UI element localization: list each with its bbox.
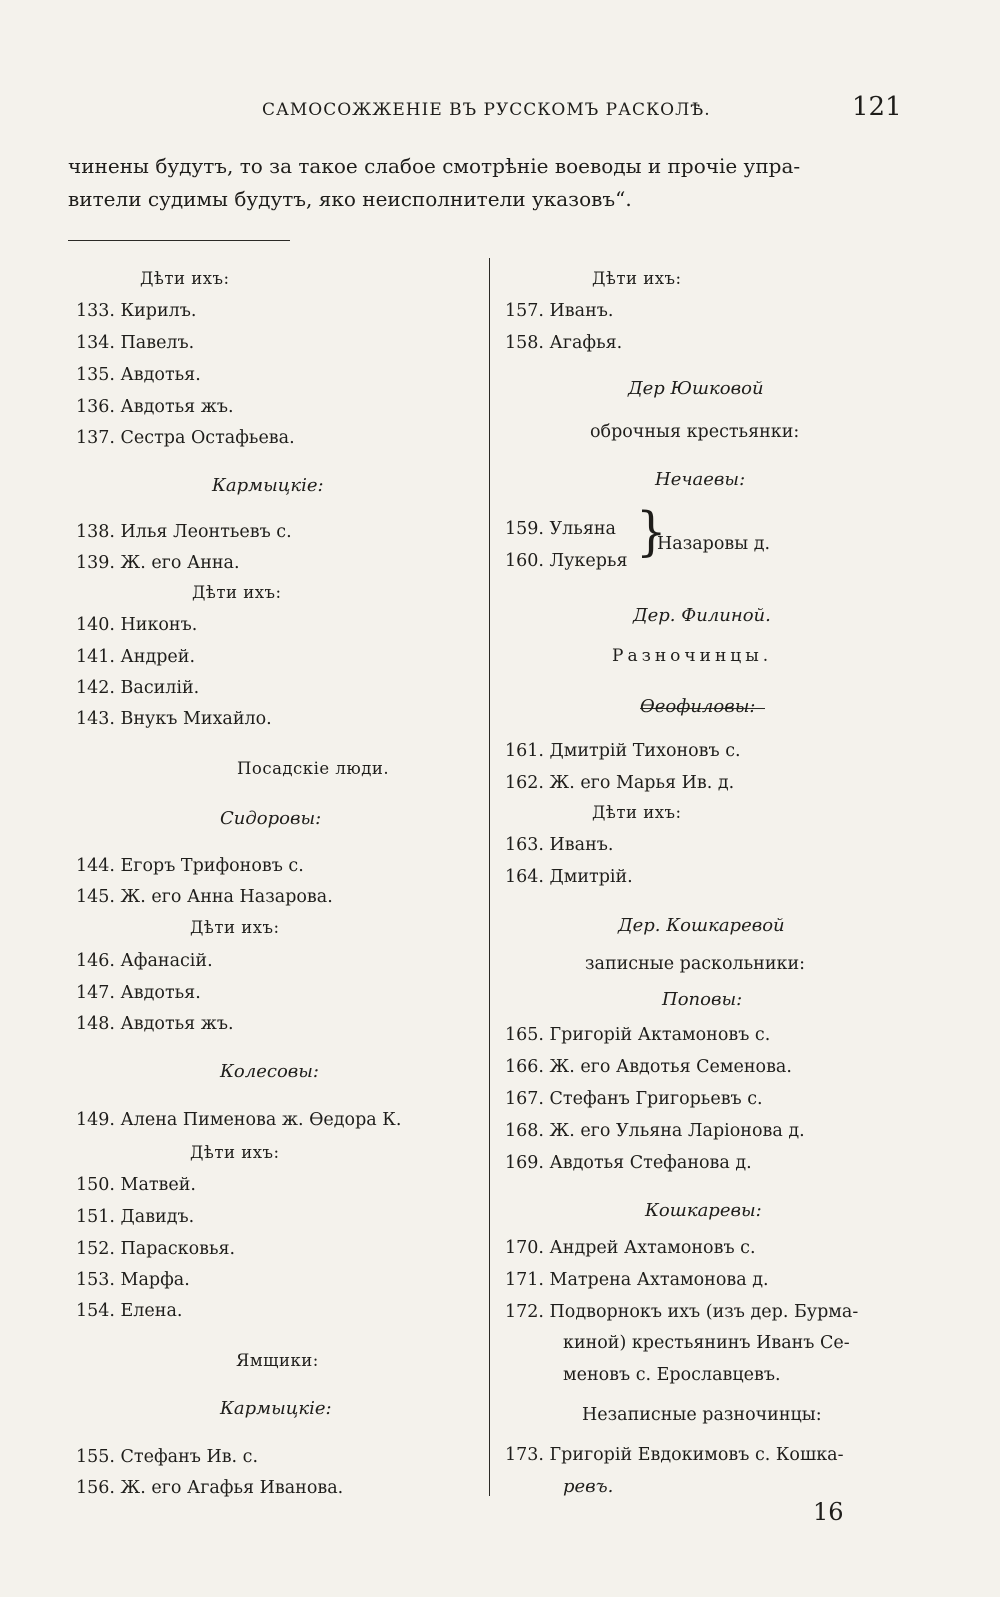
right-column-line: Дѣти ихъ: xyxy=(592,269,682,288)
left-column-line: Ямщики: xyxy=(236,1351,319,1370)
left-column-line: 148. Авдотья жъ. xyxy=(76,1014,234,1034)
left-column-line: 136. Авдотья жъ. xyxy=(76,397,234,417)
right-column-line: 170. Андрей Ахтамоновъ с. xyxy=(505,1238,756,1258)
left-column-line: 149. Алена Пименова ж. Ѳедора К. xyxy=(76,1110,402,1130)
left-column-line: 147. Авдотья. xyxy=(76,983,201,1003)
right-column-line: 163. Иванъ. xyxy=(505,835,614,855)
right-column-line: 169. Авдотья Стефанова д. xyxy=(505,1153,752,1173)
right-column-line: Разночинцы. xyxy=(612,646,773,666)
running-head: САМОСОЖЖЕНІЕ ВЪ РУССКОМЪ РАСКОЛѢ. xyxy=(262,100,711,120)
left-column-line: Дѣти ихъ: xyxy=(192,583,282,602)
right-column-line: 159. Ульяна xyxy=(505,519,616,539)
left-column-line: 142. Василій. xyxy=(76,678,200,698)
left-column-line: 139. Ж. его Анна. xyxy=(76,553,240,573)
right-column-line: Поповы: xyxy=(662,989,743,1010)
right-column-line: Дер. Филиной. xyxy=(633,605,771,626)
right-column-line: ревъ. xyxy=(563,1476,614,1497)
left-column-line: 156. Ж. его Агафья Иванова. xyxy=(76,1478,344,1498)
right-column-line: Дѣти ихъ: xyxy=(592,803,682,822)
left-column-line: 155. Стефанъ Ив. с. xyxy=(76,1447,259,1467)
right-column-line: 173. Григорій Евдокимовъ с. Кошка- xyxy=(505,1445,844,1465)
section-rule xyxy=(68,240,290,241)
right-column-line: 164. Дмитрій. xyxy=(505,867,633,887)
left-column-line: Дѣти ихъ: xyxy=(190,918,280,937)
left-column-line: Дѣти ихъ: xyxy=(140,269,230,288)
right-column-line: 160. Лукерья xyxy=(505,551,628,571)
left-column-line: 138. Илья Леонтьевъ с. xyxy=(76,522,292,542)
signature-mark: 16 xyxy=(813,1498,844,1526)
right-column-line: Дер Юшковой xyxy=(628,378,764,399)
brace-glyph: } xyxy=(636,501,667,563)
right-column-line: Незаписные разночинцы: xyxy=(582,1405,822,1425)
column-divider xyxy=(489,258,490,1496)
left-column-line: 133. Кирилъ. xyxy=(76,301,197,321)
intro-paragraph xyxy=(68,150,898,216)
left-column-line: 140. Никонъ. xyxy=(76,615,198,635)
left-column-line: Сидоровы: xyxy=(220,808,322,829)
right-column-line: записные раскольники: xyxy=(585,954,805,974)
right-column-line: оброчныя крестьянки: xyxy=(590,422,800,442)
left-column-line: 146. Афанасій. xyxy=(76,951,213,971)
left-column-line: 143. Внукъ Михайло. xyxy=(76,709,272,729)
right-column-line: Дер. Кошкаревой xyxy=(618,915,785,936)
left-column-line: Дѣти ихъ: xyxy=(190,1143,280,1162)
left-column-line: 150. Матвей. xyxy=(76,1175,196,1195)
right-column-line: Ѳеофиловы: xyxy=(640,696,756,717)
left-column-line: 153. Марфа. xyxy=(76,1270,190,1290)
right-column-line: 158. Агафья. xyxy=(505,333,623,353)
right-column-line: 171. Матрена Ахтамонова д. xyxy=(505,1270,769,1290)
right-column-line: 167. Стефанъ Григорьевъ с. xyxy=(505,1089,763,1109)
right-column-line: 168. Ж. его Ульяна Ларіонова д. xyxy=(505,1121,805,1141)
intro-line-2: вители судимы будутъ, яко неисполнители указовъ“. xyxy=(68,187,632,211)
left-column-line: 151. Давидъ. xyxy=(76,1207,195,1227)
left-column-line: 154. Елена. xyxy=(76,1301,183,1321)
intro-line-1: чинены будутъ, то за такое слабое смотрѣніе воеводы и прочіе упра- xyxy=(68,154,801,178)
right-column-line: меновъ с. Ерославцевъ. xyxy=(563,1365,781,1385)
left-column-line: Посадскіе люди. xyxy=(237,759,390,778)
left-column-line: 135. Авдотья. xyxy=(76,365,201,385)
right-column-line: 165. Григорій Актамоновъ с. xyxy=(505,1025,771,1045)
right-column-line: киной) крестьянинъ Иванъ Се- xyxy=(563,1333,850,1353)
right-column-line: Нечаевы: xyxy=(655,469,746,490)
page-number: 121 xyxy=(852,92,902,122)
left-column-line: Кармыцкіе: xyxy=(220,1398,332,1419)
left-column-line: 152. Парасковья. xyxy=(76,1239,236,1259)
left-column-line: 141. Андрей. xyxy=(76,647,196,667)
left-column-line: 145. Ж. его Анна Назарова. xyxy=(76,887,333,907)
left-column-line: 144. Егоръ Трифоновъ с. xyxy=(76,856,304,876)
right-column-line: 161. Дмитрій Тихоновъ с. xyxy=(505,741,741,761)
right-column-line: 172. Подворнокъ ихъ (изъ дер. Бурма- xyxy=(505,1302,859,1322)
right-column-line: 162. Ж. его Марья Ив. д. xyxy=(505,773,735,793)
left-column-line: Кармыцкіе: xyxy=(212,475,324,496)
left-column-line: 137. Сестра Остафьева. xyxy=(76,428,295,448)
left-column-line: 134. Павелъ. xyxy=(76,333,195,353)
left-column-line: Колесовы: xyxy=(220,1061,319,1082)
right-column-line: 157. Иванъ. xyxy=(505,301,614,321)
right-column-line: Назаровы д. xyxy=(657,534,771,554)
right-column-line: 166. Ж. его Авдотья Семенова. xyxy=(505,1057,792,1077)
right-column-line: Кошкаревы: xyxy=(645,1200,762,1221)
